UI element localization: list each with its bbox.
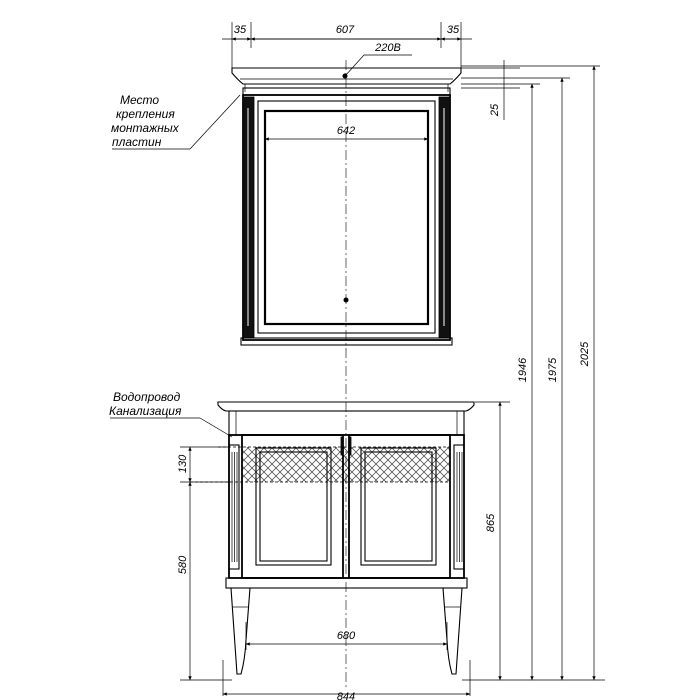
bottom-dimensions bbox=[223, 622, 470, 700]
mount-note-line3: монтажных bbox=[111, 121, 179, 135]
mirror bbox=[232, 68, 461, 345]
dim-865: 865 bbox=[485, 513, 497, 533]
dim-580: 580 bbox=[177, 555, 189, 575]
dim-1946: 1946 bbox=[517, 357, 529, 383]
dim-35-right: 35 bbox=[446, 24, 460, 36]
dim-844: 844 bbox=[336, 691, 356, 700]
dim-220v: 220В bbox=[375, 42, 401, 54]
water-label: Водопровод bbox=[113, 390, 181, 404]
power-callout bbox=[343, 42, 413, 79]
plumbing-note bbox=[109, 390, 232, 437]
dim-642-group bbox=[265, 125, 428, 139]
dim-1975: 1975 bbox=[547, 357, 559, 383]
top-dimension bbox=[222, 22, 472, 70]
mount-note bbox=[111, 93, 240, 149]
mount-note-line4: пластин bbox=[112, 135, 162, 149]
height-dimensions bbox=[485, 66, 594, 680]
left-dimensions bbox=[177, 447, 232, 680]
mount-note-line2: крепления bbox=[116, 107, 175, 121]
dim-642: 642 bbox=[336, 125, 356, 137]
dim-130: 130 bbox=[177, 454, 189, 474]
dim-680: 680 bbox=[336, 630, 356, 642]
mount-note-line1: Место bbox=[120, 93, 160, 107]
dim-35-left: 35 bbox=[233, 24, 247, 36]
dim-607: 607 bbox=[335, 24, 355, 36]
dim-2025: 2025 bbox=[579, 341, 591, 367]
dim-25: 25 bbox=[489, 103, 501, 117]
sewer-label: Канализация bbox=[109, 404, 182, 418]
vanity bbox=[190, 402, 474, 674]
